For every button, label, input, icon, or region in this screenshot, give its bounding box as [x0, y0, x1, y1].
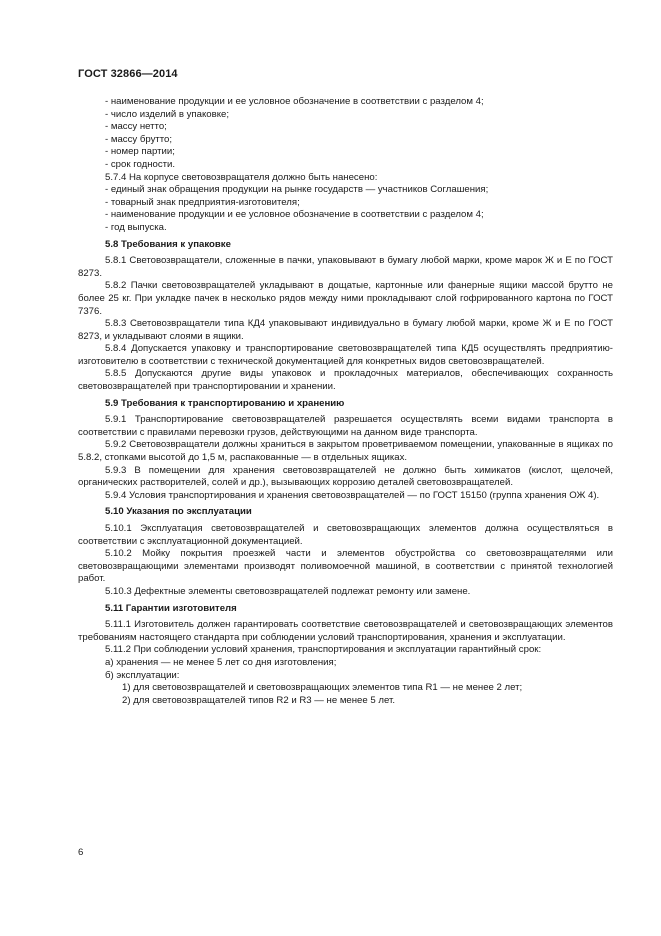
list-item: - год выпуска. [105, 221, 167, 233]
section-heading-5-8: 5.8 Требования к упаковке [105, 238, 231, 250]
paragraph-5-8-2: 5.8.2 Пачки световозвращателей укладывают в дощатые, картонные или фанерные ящики массой брутто не более 25 кг. При укладке пачек в несколько рядов между ними прокладывают слой гофрированного картона по ГОСТ 7376. [78, 280, 613, 317]
list-item: а) хранения — не менее 5 лет со дня изготовления; [105, 656, 337, 668]
section-heading-5-10: 5.10 Указания по эксплуатации [105, 506, 252, 518]
document-body [78, 96, 613, 707]
list-item: б) эксплуатации: [105, 669, 180, 681]
list-item: - массу нетто; [105, 121, 167, 133]
list-item: - номер партии; [105, 146, 175, 158]
list-item: - наименование продукции и ее условное обозначение в соответствии с разделом 4; [105, 209, 484, 221]
section-heading-5-9: 5.9 Требования к транспортированию и хранению [105, 397, 345, 409]
paragraph-5-9-4: 5.9.4 Условия транспортирования и хранения световозвращателей — по ГОСТ 15150 (группа хранения ОЖ 4). [105, 489, 600, 501]
list-item: 1) для световозвращателей и световозвращающих элементов типа R1 — не менее 2 лет; [122, 682, 523, 694]
list-item: 2) для световозвращателей типов R2 и R3 — не менее 5 лет. [122, 694, 396, 706]
page-number: 6 [78, 847, 84, 858]
section-heading-5-11: 5.11 Гарантии изготовителя [105, 602, 237, 614]
paragraph-5-11-1: 5.11.1 Изготовитель должен гарантировать соответствие световозвращателей и световозвращающих элементов требованиям настоящего стандарта при соблюдении условий транспортирования, хранения и эксплуатации. [78, 619, 613, 643]
list-item: - массу брутто; [105, 133, 173, 145]
paragraph-5-8-5: 5.8.5 Допускаются другие виды упаковок и прокладочных материалов, обеспечивающих сохранность световозвращателей при транспортировании и хранении. [78, 368, 613, 393]
paragraph-5-8-4: 5.8.4 Допускается упаковку и транспортирование световозвращателей типа КД5 осуществлять предприятию-изготовителю в соответствии с технической документацией для конкретных видов световозвращателей. [78, 343, 613, 367]
paragraph-5-9-3: 5.9.3 В помещении для хранения световозвращателей не должно быть химикатов (кислот, щелочей, органических растворителей, солей и др.), вызывающих коррозию деталей световозвращателей. [78, 464, 613, 489]
paragraph-5-9-1: 5.9.1 Транспортирование световозвращателей разрешается осуществлять всеми видами транспорта в соответствии с правилами перевозки грузов, действующими на данном виде транспорта. [78, 414, 613, 438]
paragraph-5-9-2: 5.9.2 Световозвращатели должны храниться в закрытом проветриваемом помещении, упакованные в ящиках по 5.8.2, стопками высотой до 1,5 м, распакованные — в отдельных ящиках. [78, 439, 613, 464]
paragraph-5-8-1: 5.8.1 Световозвращатели, сложенные в пачки, упаковывают в бумагу любой марки, кроме марок Ж и Е по ГОСТ 8273. [78, 255, 613, 279]
paragraph-5-11-2: 5.11.2 При соблюдении условий хранения, транспортирования и эксплуатации гарантийный срок: [105, 644, 542, 656]
list-item: - срок годности. [105, 158, 176, 170]
list-item: - товарный знак предприятия-изготовителя; [105, 196, 300, 208]
paragraph-5-10-3: 5.10.3 Дефектные элементы световозвращателей подлежат ремонту или замене. [105, 585, 471, 597]
paragraph-5-10-1: 5.10.1 Эксплуатация световозвращателей и световозвращающих элементов должна осуществляться в соответствии с эксплуатационной документацией. [78, 523, 613, 547]
paragraph-5-10-2: 5.10.2 Мойку покрытия проезжей части и элементов обустройства со световозвращателями или световозвращающими элементами производят поливомоечной машиной, в соответствии с принятой технологией работ. [78, 548, 613, 585]
paragraph-5-8-3: 5.8.3 Световозвращатели типа КД4 упаковывают индивидуально в бумагу любой марки, кроме Ж и Е по ГОСТ 8273, и укладывают слоями в ящики. [78, 318, 613, 342]
list-item: - число изделий в упаковке; [105, 108, 229, 120]
document-header: ГОСТ 32866—2014 [78, 68, 178, 80]
paragraph-5-7-4: 5.7.4 На корпусе световозвращателя должно быть нанесено: [105, 171, 378, 183]
list-item: - наименование продукции и ее условное обозначение в соответствии с разделом 4; [105, 96, 484, 107]
list-item: - единый знак обращения продукции на рынке государств — участников Соглашения; [105, 184, 489, 196]
